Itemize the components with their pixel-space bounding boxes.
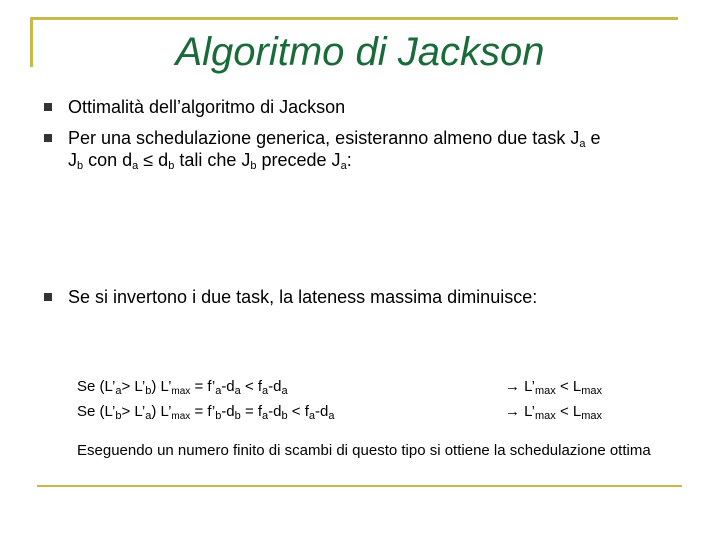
inequality-row-1: Se ($L’_a>$ $L’_b$) $L’_{max}$ = $f’_a-d_a < f_a-d_a$	[77, 378, 288, 397]
inequality-row-2: Se ($L’_b>$ $L’_a$) $L’_{max}$ = $f’_b-d_b = f_a-d_b < f_a-d_a$	[77, 403, 335, 422]
right-arrow-icon: →	[505, 378, 520, 395]
conclusion-row-2: → $L’_{max} < L_{max}$	[505, 403, 603, 422]
slide-title: Algoritmo di Jackson	[175, 30, 545, 74]
conclusion-row-1: → $L’_{max} < L_{max}$	[505, 378, 603, 397]
conclusion-text: Eseguendo un numero finito di scambi di questo tipo si ottiene la schedulazione ottima	[77, 442, 651, 459]
frame-top-line	[30, 17, 678, 20]
bullet-text-optimality: Ottimalità dell’algoritmo di Jackson	[68, 97, 346, 117]
bullet-marker	[44, 134, 52, 142]
bullet-marker	[44, 103, 52, 111]
bullet-text-schedule: Per una schedulazione generica, esisteranno almeno due task $J_a$ e $J_b$ con $d_a \le d_b$ tali che $J_b$ precede $J_a$:	[68, 128, 601, 172]
right-arrow-icon: →	[505, 403, 520, 420]
bullet-marker	[44, 293, 52, 301]
frame-bottom-line	[37, 485, 682, 487]
bullet-text-swap: Se si invertono i due task, la lateness massima diminuisce:	[68, 287, 538, 307]
